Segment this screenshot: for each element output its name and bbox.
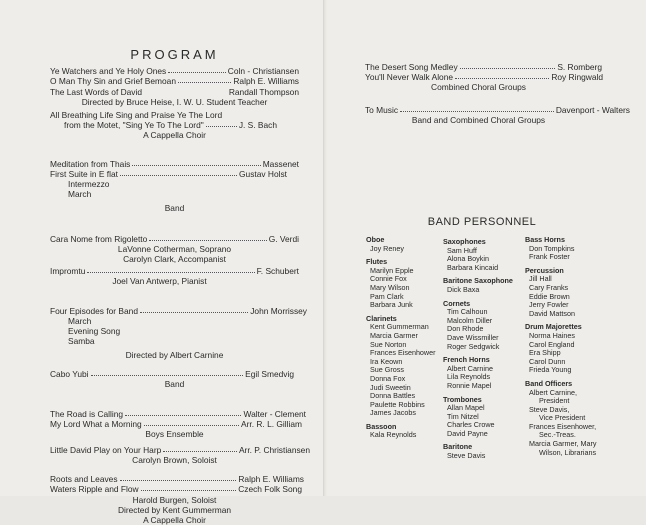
officer-role: Vice President [539,413,586,423]
program-title: PROGRAM [130,47,219,62]
section-heading: Baritone [443,442,473,452]
section-heading: Cornets [443,298,471,308]
personnel-column-1 [366,236,452,440]
program-item: Four Episodes for Band John Morrissey [50,305,307,316]
member-name: Norma Haines [529,330,575,340]
section-heading: Trombones [443,394,482,404]
movement: Intermezzo [68,179,110,190]
program-item: from the Motet, "Sing Ye To The Lord" J. S. Bach [64,120,277,131]
member-name: Tim Nitzel [447,411,479,421]
member-name: Judi Sweetin [370,382,411,392]
ensemble-label: A Cappella Choir [143,130,206,141]
member-name: Allan Mapel [447,403,485,413]
member-name: Sue Norton [370,339,407,349]
ensemble-label: Band and Combined Choral Groups [411,114,546,125]
member-name: Pam Clark [370,291,404,301]
member-name: Malcolm Diller [447,315,493,325]
section-heading: Bassoon [366,421,397,431]
section-heading: Saxophones [443,237,486,246]
program-group-1 [50,66,299,140]
member-name: Mary Wilson [370,282,410,292]
officer-name: Marcia Garmer, Mary [529,439,597,449]
program-item-title: All Breathing Life Sing and Praise Ye The Lord [50,110,223,121]
member-name: Carol England [529,339,575,349]
member-name: Don Tompkins [529,243,575,253]
member-name: James Jacobs [370,408,416,418]
director-note: Directed by Albert Carnine [125,350,224,361]
program-item: O Man Thy Sin and Grief Bemoan Ralph E. Williams [50,76,299,87]
member-name: Barbara Junk [370,300,413,310]
program-item: Meditation from Thais Massenet [50,158,299,169]
member-name: Era Shipp [529,348,561,358]
program-group-3 [50,234,299,287]
section-heading: Oboe [366,235,385,244]
soloist: Carolyn Brown, Soloist [132,454,217,465]
member-name: Joy Reney [370,243,404,253]
member-name: Sam Huff [447,245,477,255]
member-name: Carol Dunn [529,356,566,366]
ensemble-label: Band [164,378,185,389]
section-heading: Percussion [525,265,564,275]
ensemble-label: Combined Choral Groups [431,82,526,93]
section-heading: Baritone Saxophone [443,276,513,286]
member-name: Connie Fox [370,274,407,284]
member-name: Dick Baxa [447,284,480,294]
section-heading: Clarinets [366,313,397,323]
movement: March [68,315,92,326]
member-name: Jerry Fowler [529,300,569,310]
movement: Samba [68,336,95,347]
member-name: Lila Reynolds [447,372,491,382]
officer-role: President [539,396,570,406]
member-name: Eddie Brown [529,291,570,301]
member-name: Albert Carnine [447,363,493,373]
member-name: Alona Boykin [447,254,489,264]
program-item: Roots and Leaves Ralph E. Williams [50,474,304,485]
officer-name: Frances Eisenhower, [529,421,597,431]
program-item: Little David Play on Your Harp Arr. P. Christiansen [50,444,310,455]
member-name: Paulette Robbins [370,399,425,409]
director-note: Directed by Kent Gummerman [117,504,232,515]
member-name: Ira Keown [370,356,403,366]
member-name: Roger Sedgwick [447,341,500,351]
officer-role: Wilson, Librarians [539,447,597,457]
member-name: Kala Reynolds [370,430,417,440]
member-name: Marilyn Epple [370,265,414,275]
soloist: LaVonne Cotherman, Soprano [117,243,232,254]
member-name: David Payne [447,428,488,438]
personnel-column-2 [443,238,529,461]
program-item: Impromtu F. Schubert [50,266,299,277]
member-name: Ronnie Mapel [447,380,492,390]
program-group-7 [50,444,310,465]
ensemble-label: Boys Ensemble [145,429,204,440]
section-heading: Bass Horns [525,235,565,244]
member-name: Donna Fox [370,373,406,383]
program-group-2 [50,159,299,214]
program-left-panel [50,47,310,525]
member-name: Frieda Young [529,365,572,375]
program-item: The Desert Song Medley S. Romberg [365,62,602,72]
program-group-6 [50,409,306,440]
movement: Evening Song [68,326,121,337]
program-right-panel [365,62,630,125]
section-heading: Band Officers [525,378,573,388]
program-item: Cara Nome from Rigoletto G. Verdi [50,233,299,244]
ensemble-label: Band [164,203,185,214]
officer-name: Albert Carnine, [529,387,577,397]
program-group-8 [50,474,304,525]
section-heading: Flutes [366,257,388,267]
band-personnel-title: BAND PERSONNEL [427,216,537,228]
soloist: Joel Van Antwerp, Pianist [112,276,207,287]
program-item: You'll Never Walk Alone Roy Ringwald [365,72,603,83]
member-name: Marcia Garmer [370,330,418,340]
program-item: The Road is Calling Walter - Clement [50,409,306,420]
member-name: Tim Calhoun [447,307,488,317]
officer-role: Sec.-Treas. [539,430,576,440]
member-name: Sue Gross [370,365,404,375]
program-item: The Last Words of David Randall Thompson [50,86,299,97]
member-name: Cary Franks [529,282,569,292]
program-item: Cabo Yubi Egil Smedvig [50,368,294,379]
member-name: Charles Crowe [447,420,495,430]
personnel-column-3 [525,236,611,457]
member-name: Don Rhode [447,324,484,334]
member-name: Frances Eisenhower [370,348,436,358]
director-note: Directed by Bruce Heise, I. W. U. Student Teacher [81,96,268,107]
accompanist: Carolyn Clark, Accompanist [123,254,226,265]
member-name: Steve Davis [447,451,486,461]
program-group-5 [50,369,299,389]
program-group-4 [50,305,307,361]
program-item: Waters Ripple and Flow Czech Folk Song [50,484,302,495]
program-item: First Suite in E flat Gustav Holst [50,168,287,179]
section-heading: French Horns [443,355,490,365]
program-item: My Lord What a Morning Arr. R. L. Gilliam [50,419,302,430]
member-name: Kent Gummerman [370,322,429,332]
member-name: Donna Battles [370,391,416,401]
officer-name: Steve Davis, [529,404,570,414]
member-name: Jill Hall [529,274,552,284]
member-name: Barbara Kincaid [447,262,499,272]
ensemble-label: A Cappella Choir [143,514,206,525]
section-heading: Drum Majorettes [525,322,582,332]
program-item: To Music Davenport - Walters [365,104,630,115]
movement: March [68,189,92,200]
program-item: Ye Watchers and Ye Holy Ones Coln - Christiansen [50,66,299,77]
member-name: David Mattson [529,308,575,318]
member-name: Frank Foster [529,252,570,262]
soloist: Harold Burgen, Soloist [132,494,217,505]
member-name: Dave Wissmiller [447,332,499,342]
